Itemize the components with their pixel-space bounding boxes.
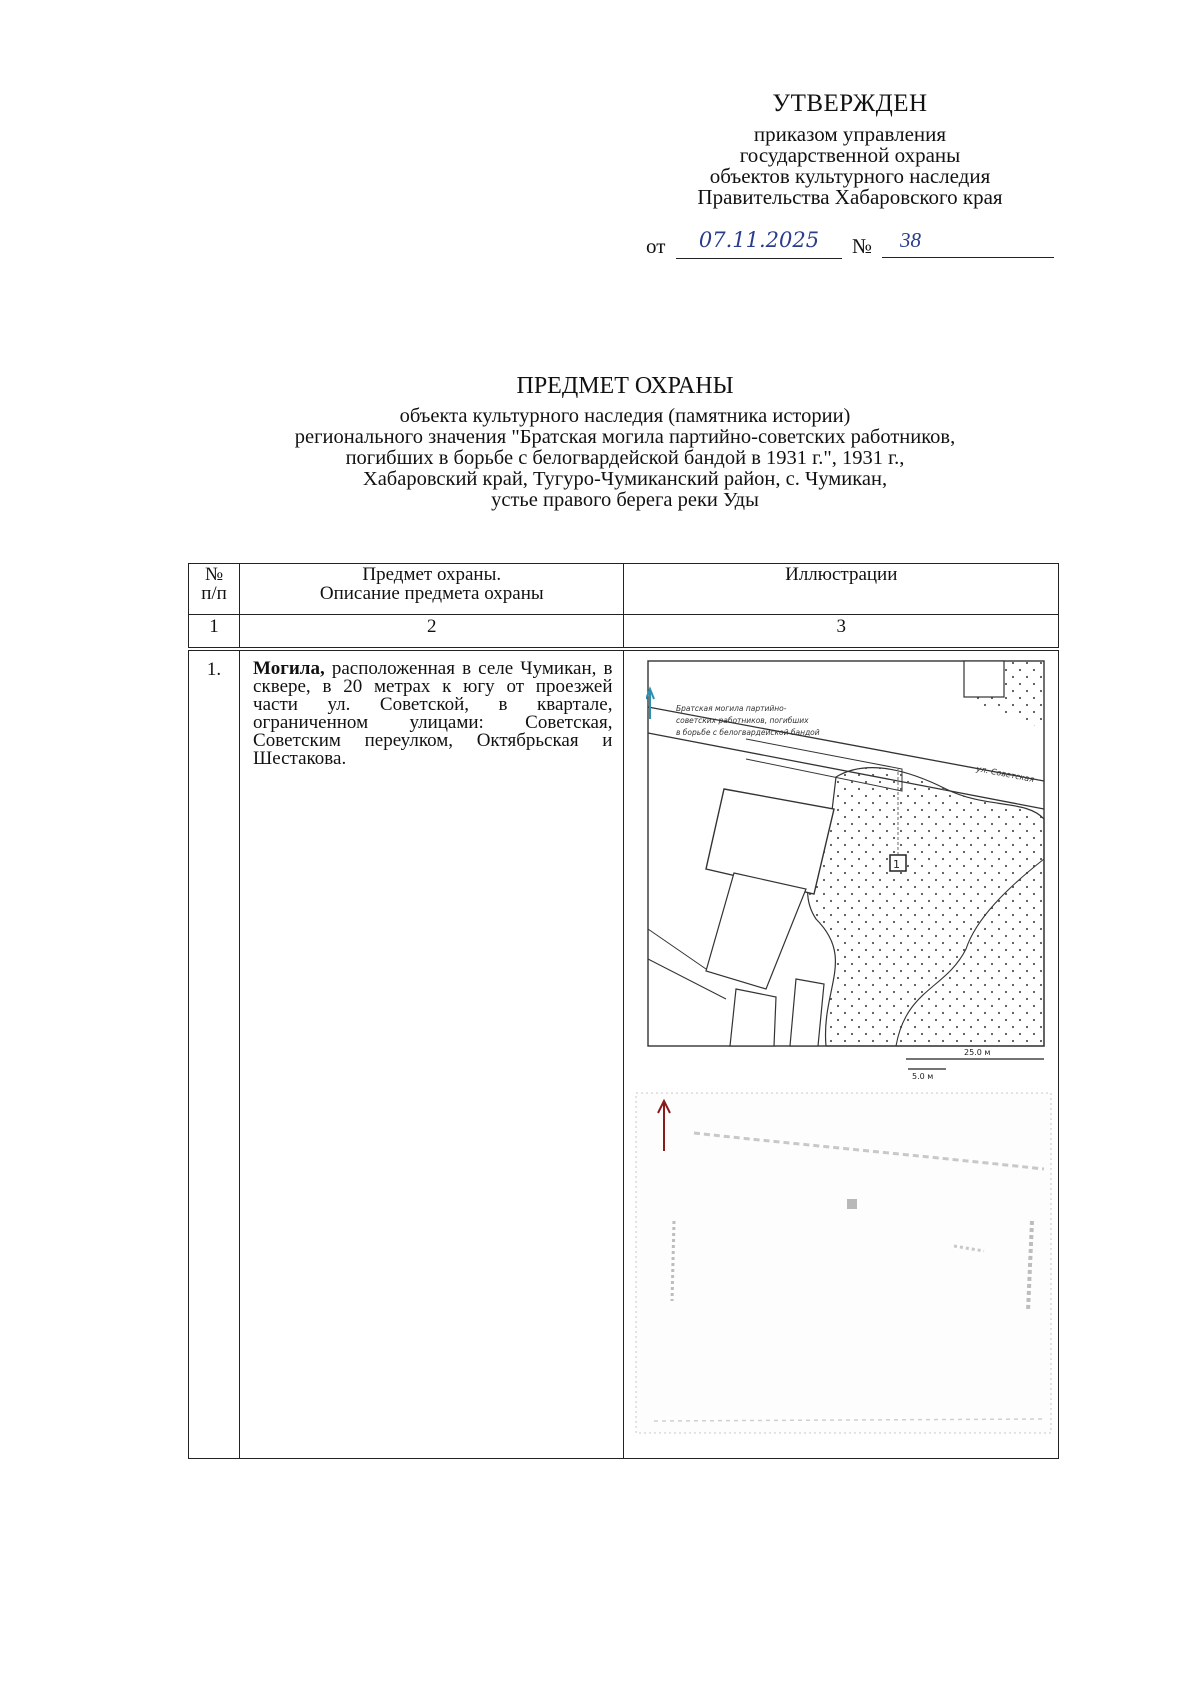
satellite-photo xyxy=(634,1091,1054,1436)
order-details xyxy=(646,228,1056,262)
map-building-strip xyxy=(706,873,806,989)
column-number-2: 2 xyxy=(240,615,624,650)
title-line-3: погибших в борьбе с белогвардейской бандой в 1931 г.", 1931 г., xyxy=(345,447,905,469)
date-prefix: от xyxy=(646,234,666,258)
column-number-1: 1 xyxy=(189,615,240,650)
header-description-line-1: Предмет охраны. xyxy=(362,564,502,585)
map-building-top xyxy=(964,661,1004,697)
title-line-4: Хабаровский край, Тугуро-Чумиканский район, с. Чумикан, xyxy=(362,468,888,490)
map-building-large xyxy=(706,789,834,894)
table-row xyxy=(189,649,1059,1459)
photo-grave-object xyxy=(847,1199,857,1209)
document-title: ПРЕДМЕТ ОХРАНЫ xyxy=(516,373,734,399)
title-line-5: устье правого берега реки Уды xyxy=(491,489,759,511)
approved-heading: УТВЕРЖДЕН xyxy=(772,90,928,117)
header-number xyxy=(189,564,240,615)
title-line-1: объекта культурного наследия (памятника истории) xyxy=(399,405,851,427)
map-caption-line-1: Братская могила партийно- xyxy=(676,704,787,713)
approval-line-1: приказом управления xyxy=(753,122,947,146)
row-description-cell xyxy=(240,649,624,1459)
row-description-bold: Могила, xyxy=(253,658,325,679)
map-square-area xyxy=(808,768,1044,1046)
protection-table xyxy=(188,563,1059,1459)
photo-frame xyxy=(636,1093,1051,1433)
scale-label-top: 25.0 м xyxy=(964,1048,991,1057)
approval-line-3: объектов культурного наследия xyxy=(709,164,991,188)
number-prefix: № xyxy=(852,234,873,258)
approval-line-2: государственной охраны xyxy=(739,143,961,167)
map-caption-line-2: советских работников, погибших xyxy=(676,716,810,725)
map-building-small-2 xyxy=(790,979,824,1046)
row-illustrations-cell xyxy=(624,649,1059,1459)
map-caption-line-3: в борьбе с белогвардейской бандой xyxy=(676,728,821,737)
order-number: 38 xyxy=(882,228,1054,258)
map-street-label: ул. Советская xyxy=(976,764,1036,785)
grave-marker-label: 1 xyxy=(893,858,901,871)
order-date: 07.11.2025 xyxy=(676,228,842,259)
site-plan-map xyxy=(646,659,1046,1089)
header-illustrations xyxy=(624,564,1059,615)
table-column-numbers-row xyxy=(189,615,1059,650)
column-number-3: 3 xyxy=(624,615,1059,650)
document-title-block xyxy=(160,373,1090,511)
approval-stamp xyxy=(640,90,1060,208)
row-description xyxy=(241,652,622,768)
header-number-line-2: п/п xyxy=(201,583,227,604)
header-number-line-1: № xyxy=(204,564,224,585)
header-illustrations-line-1: Иллюстрации xyxy=(785,564,898,585)
row-description-text: расположенная в селе Чумикан, в сквере, в 20 метрах к югу от проезжей части ул. Советской, в квартале, ограниченном улицами: Советская, Советским переулком, Октябрьская и Шестакова. xyxy=(253,658,613,769)
title-line-2: регионального значения "Братская могила партийно-советских работников, xyxy=(294,426,956,448)
header-description-line-2: Описание предмета охраны xyxy=(319,583,544,604)
scale-label-bottom: 5.0 м xyxy=(912,1072,934,1081)
table-header-row xyxy=(189,564,1059,615)
header-description xyxy=(240,564,624,615)
map-building-small-1 xyxy=(730,989,776,1046)
approval-line-4: Правительства Хабаровского края xyxy=(697,185,1003,209)
row-index: 1. xyxy=(189,649,240,1459)
